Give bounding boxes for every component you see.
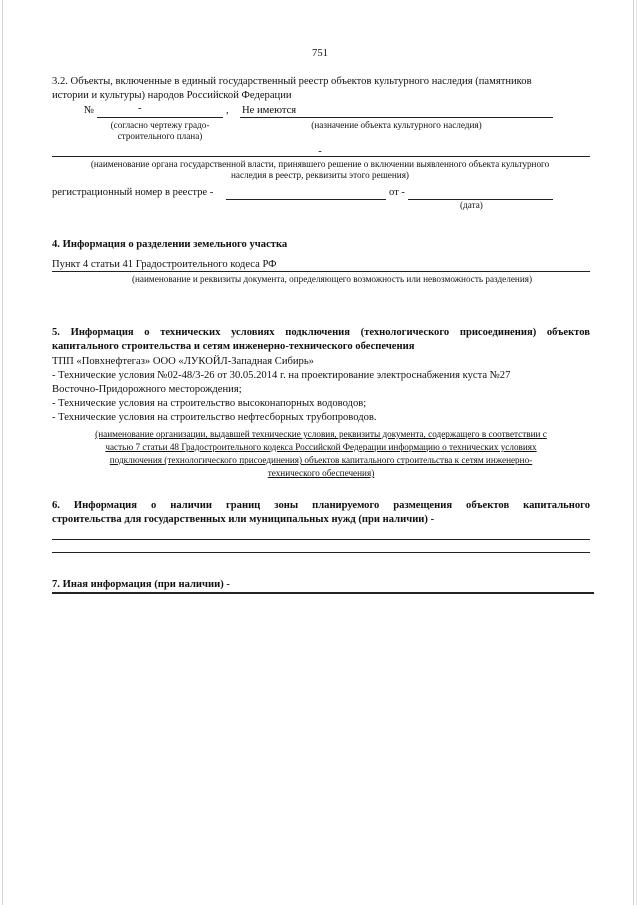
s5-heading-1: 5. Информация о технических условиях подключения (технологического присоединения) объектов [52, 327, 590, 338]
s5-item-2: - Технические условия на строительство высоконапорных водоводов; [52, 398, 367, 409]
hint-scheme-2: строительного плана) [117, 131, 203, 141]
s7-heading: 7. Иная информация (при наличии) - [52, 579, 230, 590]
hint-scheme-1: (согласно чертежу градо- [110, 120, 210, 130]
s5-heading-2: капитального строительства и сетям инженерно-технического обеспечения [52, 341, 415, 352]
s6-heading-1: 6. Информация о наличии границ зоны планируемого размещения объектов капитального [52, 500, 590, 511]
purpose-underline [240, 117, 553, 118]
s6-heading-2: строительства для государственных или муниципальных нужд (при наличии) - [52, 514, 435, 525]
page-number: 751 [312, 48, 328, 59]
s5-hint-3: подключения (технологического присоединения) объектов капитального строительства к сетям инженерно- [109, 455, 533, 465]
s5-hint-1: (наименование организации, выдавшей технические условия, реквизиты документа, содержащего в соответствии с [95, 429, 547, 439]
s5-org: ТПП «Повхнефтегаз» ООО «ЛУКОЙЛ-Западная Сибирь» [52, 356, 314, 367]
hint-date: (дата) [460, 200, 483, 210]
s32-line-1: 3.2. Объекты, включенные в единый государственный реестр объектов культурного наследия (памятников [52, 76, 532, 87]
purpose-value: Не имеются [242, 105, 297, 116]
reg-underline [226, 199, 386, 200]
s32-line-2: истории и культуры) народов Российской Федерации [52, 90, 292, 101]
no-value: - [138, 103, 142, 114]
s6-line-2 [52, 552, 590, 553]
s6-line-1 [52, 539, 590, 540]
no-label: № [84, 105, 95, 116]
no-underline [97, 117, 223, 118]
s5-hint-4: технического обеспечения) [267, 468, 375, 478]
org-underline [52, 156, 590, 157]
s5-item-3: - Технические условия на строительство нефтесборных трубопроводов. [52, 412, 377, 423]
comma: , [226, 105, 229, 116]
s5-hint-2: частью 7 статьи 48 Градостроительного кодекса Российской Федерации информацию о технических условиях [105, 442, 537, 452]
hint-purpose: (назначение объекта культурного наследия) [311, 120, 482, 130]
from-label: от - [389, 187, 405, 198]
s7-line [52, 592, 594, 594]
s4-value: Пункт 4 статьи 41 Градостроительного кодеса РФ [52, 259, 277, 270]
s5-item-1-line-2: Восточно-Придорожного месторождения; [52, 384, 242, 395]
reg-label: регистрационный номер в реестре - [52, 187, 214, 198]
hint-org-1: (наименование органа государственной власти, принявшего решение о включении выявленного объекта культурного [90, 159, 550, 169]
s4-hint: (наименование и реквизиты документа, определяющего возможность или невозможность разделения) [131, 274, 533, 284]
hint-org-2: наследия в реестр, реквизиты этого решения) [231, 170, 409, 180]
s4-heading: 4. Информация о разделении земельного участка [52, 239, 288, 250]
s4-underline [52, 271, 590, 272]
org-dash: - [318, 146, 322, 157]
s5-item-1-line-1: - Технические условия №02-48/3-26 от 30.05.2014 г. на проектирование электроснабжения куста №27 [52, 370, 511, 381]
